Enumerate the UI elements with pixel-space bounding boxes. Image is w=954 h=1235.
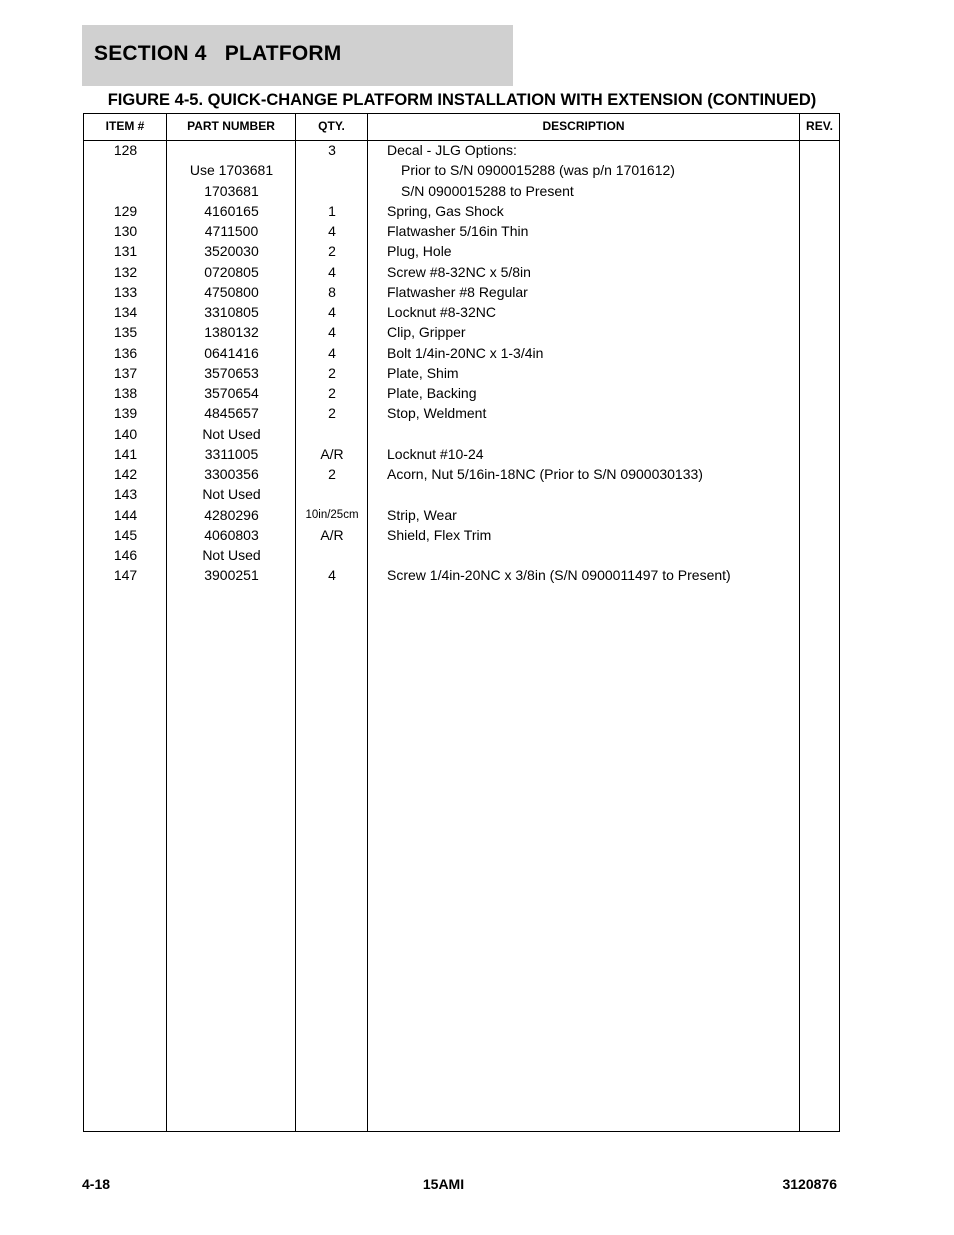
item-cell: 138: [113, 385, 138, 401]
description-cell: Plate, Shim: [387, 364, 459, 381]
qty-cell: A/R: [320, 526, 344, 543]
part-number-cell: 3310805: [204, 304, 259, 320]
description-cell: Strip, Wear: [387, 506, 457, 523]
item-cell: 144: [113, 506, 138, 523]
item-cell: 129: [113, 202, 138, 219]
part-number-cell: 4845657: [204, 405, 259, 422]
table-row: [84, 546, 839, 566]
item-cell: 146: [113, 547, 138, 563]
description-cell: Decal - JLG Options:: [387, 142, 517, 158]
description-cell: Acorn, Nut 5/16in-18NC (Prior to S/N 0900030133): [387, 466, 703, 482]
item-cell: 137: [113, 364, 138, 381]
part-number-cell: 3300356: [204, 466, 259, 482]
item-cell: 141: [113, 445, 138, 462]
table-row: [84, 566, 839, 586]
item-cell: 135: [113, 324, 138, 341]
table-row: [84, 465, 839, 485]
table-row: [84, 526, 839, 546]
qty-cell: 10in/25cm: [305, 508, 359, 521]
part-number-cell: 0720805: [204, 263, 259, 280]
description-cell: Plate, Backing: [387, 385, 477, 401]
description-cell: Bolt 1/4in-20NC x 1-3/4in: [387, 344, 544, 361]
part-number-cell: 3570654: [204, 385, 259, 401]
table-row: [84, 202, 839, 222]
item-cell: 143: [113, 486, 138, 503]
item-cell: 130: [113, 223, 138, 239]
part-number-cell: 3900251: [204, 567, 259, 584]
description-cell: Prior to S/N 0900015288 (was p/n 1701612): [401, 162, 675, 179]
qty-cell: 2: [328, 385, 336, 401]
qty-cell: 2: [328, 364, 336, 381]
description-cell: Locknut #10-24: [387, 445, 484, 462]
table-row: [84, 344, 839, 364]
header-description: DESCRIPTION: [542, 119, 625, 133]
header-rev: REV.: [806, 119, 833, 133]
table-row: [84, 323, 839, 343]
header-item: ITEM #: [105, 119, 145, 133]
description-cell: S/N 0900015288 to Present: [401, 182, 574, 199]
model-name: 15AMI: [422, 1176, 465, 1192]
table-row: [84, 404, 839, 424]
qty-cell: 4: [328, 324, 336, 341]
table-body: [84, 141, 839, 587]
table-row: [84, 506, 839, 526]
qty-cell: 8: [328, 283, 336, 300]
table-row: [84, 364, 839, 384]
qty-cell: 3: [328, 142, 336, 158]
table-row: [84, 384, 839, 404]
table-row: [84, 485, 839, 505]
qty-cell: 4: [328, 304, 336, 320]
item-cell: 147: [113, 567, 138, 584]
item-cell: 132: [113, 263, 138, 280]
qty-cell: A/R: [320, 445, 344, 462]
part-number-cell: 4711500: [204, 223, 259, 239]
section-header: [82, 25, 513, 86]
part-number-cell: 0641416: [204, 344, 259, 361]
part-number-cell: Not Used: [202, 486, 261, 503]
qty-cell: 4: [328, 223, 336, 239]
qty-cell: 4: [328, 567, 336, 584]
item-cell: 139: [113, 405, 138, 422]
qty-cell: 2: [328, 243, 336, 260]
item-cell: 128: [113, 142, 138, 158]
part-number-cell: Use 1703681: [189, 162, 274, 179]
table-row: [84, 182, 839, 202]
item-cell: 133: [113, 283, 138, 300]
table-row: [84, 141, 839, 161]
description-cell: Stop, Weldment: [387, 405, 487, 422]
description-cell: Screw 1/4in-20NC x 3/8in (S/N 0900011497 to Present): [387, 567, 731, 584]
description-cell: Screw #8-32NC x 5/8in: [387, 263, 531, 280]
description-cell: Flatwasher 5/16in Thin: [387, 223, 529, 239]
part-number-cell: Not Used: [202, 425, 261, 442]
part-number-cell: 4280296: [204, 506, 259, 523]
table-row: [84, 222, 839, 242]
description-cell: Clip, Gripper: [387, 324, 466, 341]
part-number-cell: 3311005: [204, 445, 259, 462]
qty-cell: 4: [328, 344, 336, 361]
part-number-cell: 4160165: [204, 202, 259, 219]
table-row: [84, 161, 839, 181]
table-row: [84, 283, 839, 303]
part-number-cell: 3520030: [204, 243, 259, 260]
parts-table: [83, 113, 840, 1132]
table-row: [84, 303, 839, 323]
table-row: [84, 445, 839, 465]
page-number: 4-18: [82, 1176, 111, 1192]
item-cell: 140: [113, 425, 138, 442]
table-row: [84, 263, 839, 283]
part-number-cell: 1703681: [204, 182, 259, 199]
part-number-cell: 3570653: [204, 364, 259, 381]
header-qty: QTY.: [318, 119, 345, 133]
document-number: 3120876: [782, 1176, 837, 1192]
qty-cell: 2: [328, 405, 336, 422]
item-cell: 134: [113, 304, 138, 320]
description-cell: Shield, Flex Trim: [387, 526, 492, 543]
table-row: [84, 425, 839, 445]
item-cell: 131: [113, 243, 138, 260]
item-cell: 142: [113, 466, 138, 482]
section-title: SECTION 4 PLATFORM: [94, 42, 342, 65]
qty-cell: 2: [328, 466, 336, 482]
part-number-cell: 1380132: [204, 324, 259, 341]
qty-cell: 4: [328, 263, 336, 280]
table-header-row: [84, 114, 839, 141]
description-cell: Flatwasher #8 Regular: [387, 283, 528, 300]
description-cell: Spring, Gas Shock: [387, 202, 504, 219]
item-cell: 136: [113, 344, 138, 361]
table-row: [84, 242, 839, 262]
part-number-cell: 4750800: [204, 283, 259, 300]
item-cell: 145: [113, 526, 138, 543]
description-cell: Plug, Hole: [387, 243, 452, 260]
figure-title: FIGURE 4-5. QUICK-CHANGE PLATFORM INSTALLATION WITH EXTENSION (CONTINUED): [107, 91, 817, 109]
description-cell: Locknut #8-32NC: [387, 304, 496, 320]
header-part-number: PART NUMBER: [187, 119, 275, 133]
qty-cell: 1: [328, 202, 336, 219]
part-number-cell: 4060803: [204, 526, 259, 543]
part-number-cell: Not Used: [202, 547, 261, 563]
